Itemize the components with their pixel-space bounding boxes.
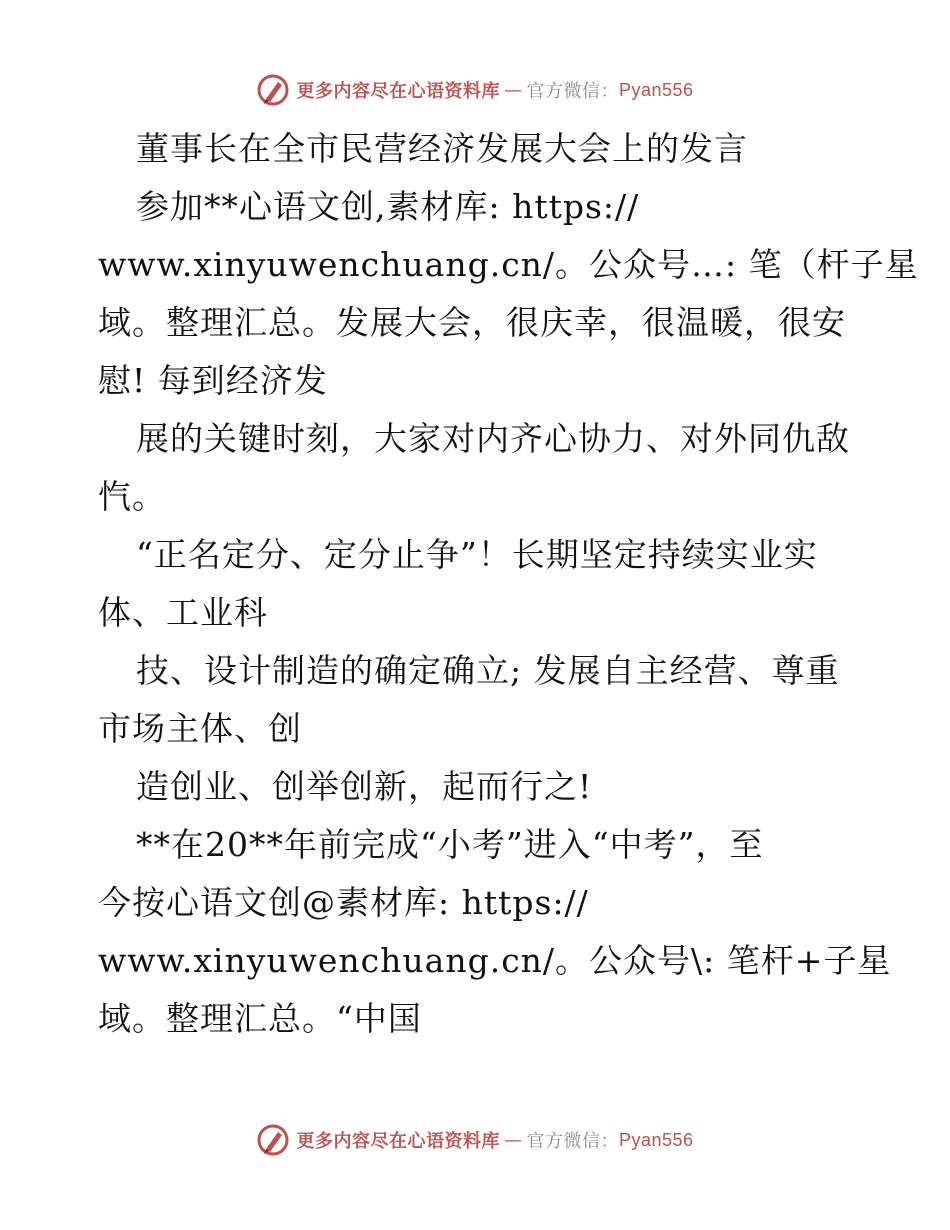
text-line: 体、工业科 — [98, 593, 268, 632]
text-line: 域。整理汇总。“中国 — [98, 999, 422, 1038]
text-line: 造创业、创举创新，起而行之! — [136, 767, 593, 806]
banner-text: 更多内容尽在心语资料库 — [296, 1131, 500, 1152]
text-line: 慰! 每到经济发 — [98, 361, 328, 400]
footer-banner — [0, 1120, 950, 1160]
document-title: 董事长在全市民营经济发展大会上的发言 — [136, 129, 748, 168]
banner-wechat-id: Pyan556 — [618, 79, 694, 100]
header-banner — [0, 70, 950, 110]
banner-dash: — — [503, 79, 523, 101]
banner-wechat-label: 官方微信： — [526, 81, 619, 102]
text-line: 参加**心语文创,素材库: https:// — [136, 187, 640, 226]
banner-text: 更多内容尽在心语资料库 — [296, 81, 500, 102]
banner-dash: — — [503, 1129, 523, 1151]
text-line: 忾。 — [98, 477, 166, 516]
text-line: 域。整理汇总。发展大会，很庆幸，很温暖，很安 — [98, 303, 846, 342]
pen-logo-icon — [256, 1123, 290, 1157]
text-line: 市场主体、创 — [98, 709, 302, 748]
text-line: 技、设计制造的确定确立; 发展自主经营、尊重 — [136, 651, 840, 690]
text-line: www.xinyuwenchuang.cn/。公众号…: 笔（杆子星 — [98, 245, 919, 284]
text-line: “正名定分、定分止争”！长期坚定持续实业实 — [136, 535, 818, 574]
text-line: 今按心语文创@素材库: https:// — [98, 883, 589, 922]
pen-logo-icon — [256, 73, 290, 107]
text-line: www.xinyuwenchuang.cn/。公众号\: 笔杆+子星 — [98, 941, 892, 980]
banner-wechat-id: Pyan556 — [618, 1129, 694, 1150]
banner-wechat-label: 官方微信： — [526, 1131, 619, 1152]
document-body — [98, 120, 919, 1048]
text-line: 展的关键时刻，大家对内齐心协力、对外同仇敌 — [136, 419, 850, 458]
text-line: **在20**年前完成“小考”进入“中考”，至 — [136, 825, 764, 864]
